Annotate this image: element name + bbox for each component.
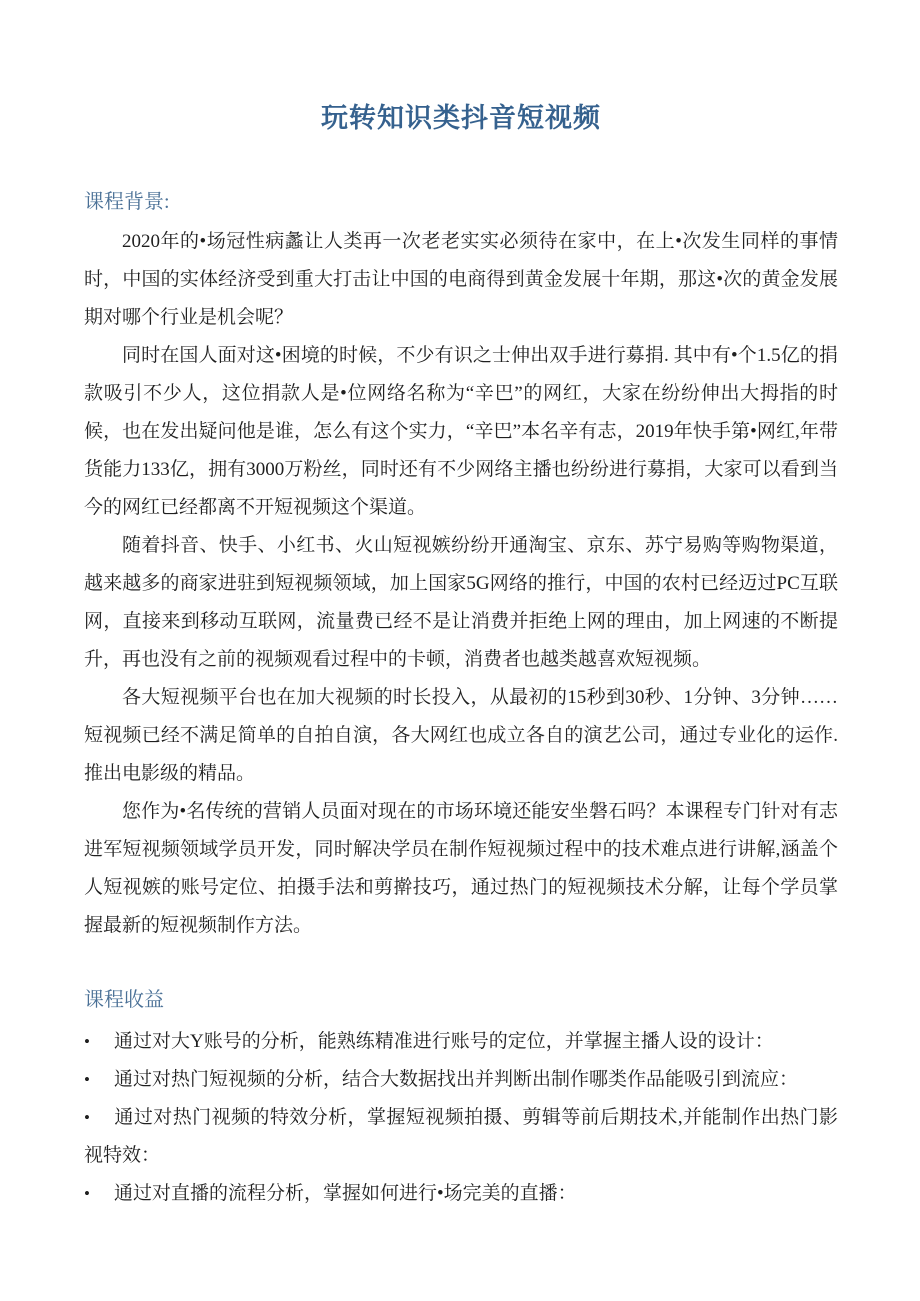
bullet-marker: •: [84, 1070, 90, 1089]
bullet-marker: •: [84, 1108, 90, 1127]
bullet-marker: •: [84, 1032, 90, 1051]
bullet-text: 通过对热门视频的特效分析，掌握短视频拍摄、剪辑等前后期技术,并能制作出热门影视特效：: [84, 1107, 838, 1166]
bullet-item-2: [84, 1061, 838, 1099]
section-heading-course-benefits: 课程收益: [84, 989, 164, 1011]
bullet-item-4: [84, 1175, 838, 1213]
bullet-item-3: [84, 1099, 838, 1175]
paragraph-background-5: 您作为•名传统的营销人员面对现在的市场环境还能安坐磐石吗？本课程专门针对有志进军短视频领域学员开发，同时解决学员在制作短视频过程中的技术难点进行讲解,涵盖个人短视嫉的账号定位、拍摄手法和剪擀技巧，通过热门的短视频技术分解，让每个学员掌握最新的短视频制作方法。: [84, 801, 838, 936]
paragraph-background-3: 随着抖音、快手、小红书、火山短视嫉纷纷开通淘宝、京东、苏宁易购等购物渠道，越来越多的商家进驻到短视频领域，加上国家5G网络的推行，中国的农村已经迈过PC互联网，直接来到移动互联网，流量费已经不是让消费并拒绝上网的理由，加上网速的不断提升，再也没有之前的视频观看过程中的卡顿，消费者也越类越喜欢短视频。: [84, 535, 838, 670]
bullet-text: 通过对热门短视频的分析，结合大数据找出并判断出制作哪类作品能吸引到流应：: [114, 1069, 799, 1090]
paragraph-background-4: 各大短视频平台也在加大视频的时长投入，从最初的15秒到30秒、1分钟、3分钟……短视频已经不满足简单的自拍自演，各大网红也成立各自的演艺公司，通过专业化的运作.推出电影级的精品。: [84, 687, 838, 784]
bullet-text: 通过对直播的流程分析，掌握如何进行•场完美的直播：: [114, 1183, 577, 1204]
section-heading-course-background: 课程背景:: [84, 191, 170, 213]
document-title: 玩转知识类抖音短视频: [321, 103, 601, 133]
bullet-item-1: [84, 1023, 838, 1061]
bullet-marker: •: [84, 1184, 90, 1203]
paragraph-background-2: 同时在国人面对这•困境的时候，不少有识之士伸出双手进行募捐. 其中有•个1.5亿的捐款吸引不少人，这位捐款人是•位网络名称为“辛巴”的网红，大家在纷纷伸出大拇指的时候，也在发出疑问他是谁，怎么有这个实力，“辛巴”本名辛有志，2019年快手第•网红,年带货能力133亿，拥有3000万粉丝，同时还有不少网络主播也纷纷进行募捐，大家可以看到当今的网红已经都离不开短视频这个渠道。: [84, 345, 838, 518]
paragraph-background-1: 2020年的•场冠性病蠡让人类再一次老老实实必须待在家中，在上•次发生同样的事情时，中国的实体经济受到重大打击让中国的电商得到黄金发展十年期，那这•次的黄金发展期对哪个行业是机会呢？: [84, 231, 838, 328]
bullet-text: 通过对大Y账号的分析，能熟练精准进行账号的定位，并掌握主播人设的设计：: [114, 1031, 774, 1052]
